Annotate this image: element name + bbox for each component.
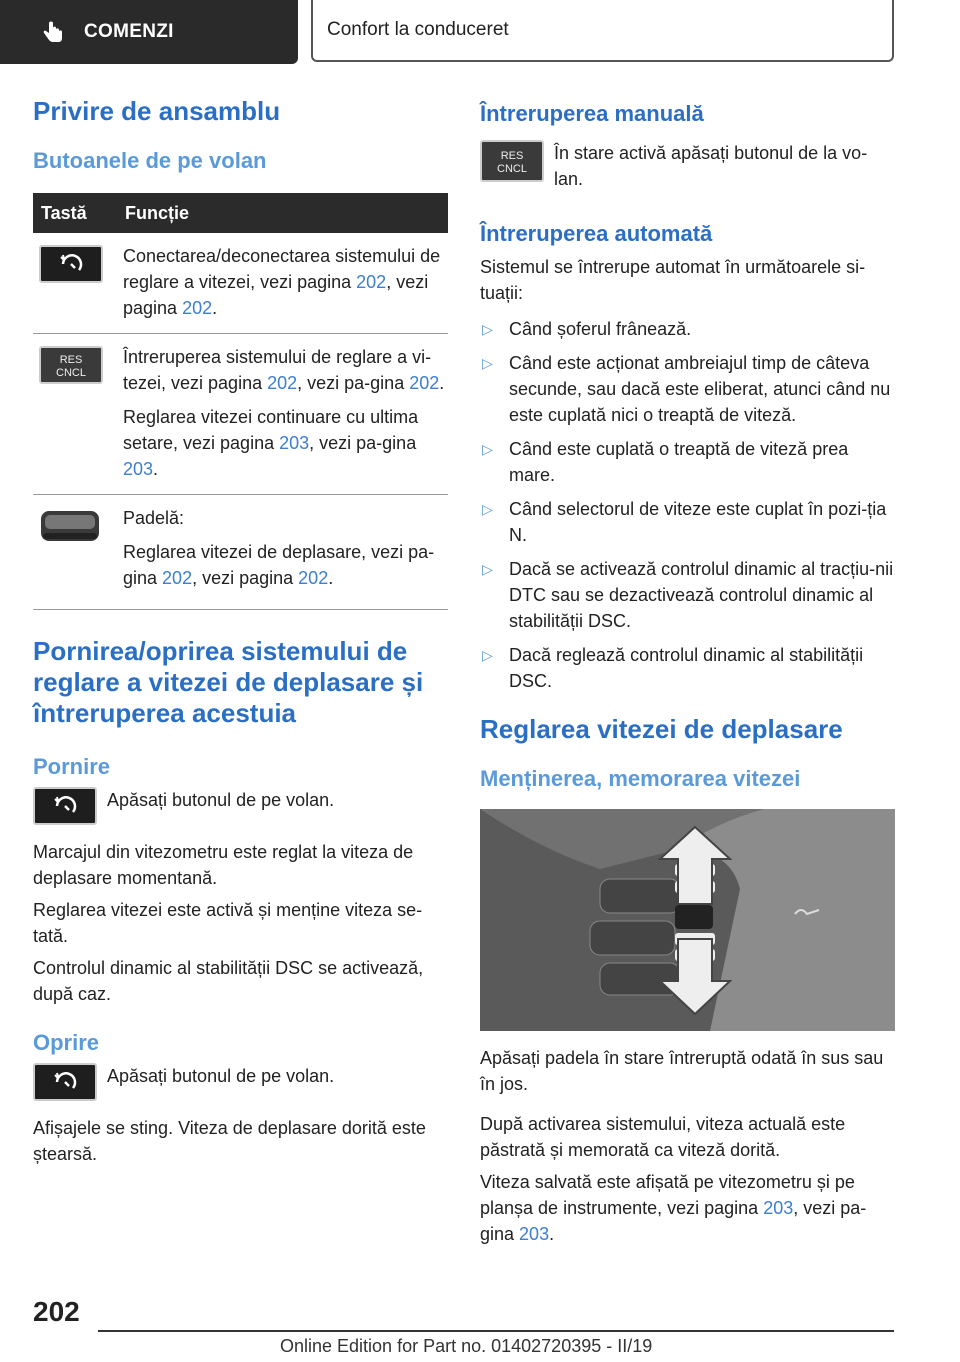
page-link[interactable]: 203 bbox=[519, 1224, 550, 1244]
start-paragraph: Marcajul din vitezometru este reglat la viteza de deplasare momentană. bbox=[33, 842, 414, 888]
table-row bbox=[33, 495, 448, 610]
auto-intro: Sistemul se întrerupe automat în următoarele si-tuații: bbox=[480, 257, 866, 303]
page-link[interactable]: 202 bbox=[298, 568, 329, 588]
list-item: ▷ Când șoferul frânează. bbox=[480, 316, 895, 342]
tab-section-label: Confort la conduceret bbox=[327, 19, 509, 40]
start-paragraph: Reglarea vitezei este activă și menține viteza se-tată. bbox=[33, 900, 423, 946]
page-link[interactable]: 202 bbox=[182, 298, 213, 318]
heading-manual-interrupt: Întreruperea manuală bbox=[480, 101, 704, 126]
triangle-bullet-icon: ▷ bbox=[482, 355, 493, 371]
table-row bbox=[33, 334, 448, 495]
page-link[interactable]: 203 bbox=[279, 433, 310, 453]
tab-comenzi-label: COMENZI bbox=[84, 21, 174, 42]
row2-text-resume: Reglarea vitezei continuare cu ultima setare, vezi pagina 203, vezi pa-gina 203. bbox=[123, 407, 419, 479]
tab-section[interactable] bbox=[311, 0, 894, 62]
buttons-table bbox=[33, 193, 448, 610]
hold-paragraph: Apăsați padela în stare întreruptă odată în sus sau în jos. bbox=[480, 1048, 884, 1094]
svg-text:RES: RES bbox=[500, 150, 524, 162]
list-item: ▷ Când este acționat ambreiajul timp de câteva secunde, sau dacă este eliberat, atunci când nu este cuplată nici o treaptă de viteză. bbox=[480, 350, 895, 428]
rocker-paddle-icon bbox=[39, 507, 103, 545]
triangle-bullet-icon: ▷ bbox=[482, 321, 493, 337]
res-cncl-button-icon bbox=[39, 346, 103, 384]
triangle-bullet-icon: ▷ bbox=[482, 647, 493, 663]
hold-paragraph: Viteza salvată este afișată pe vitezometru și pe planșa de instrumente, vezi pagina 203, vezi pa-gina 203. bbox=[480, 1172, 867, 1244]
hand-pointer-icon bbox=[40, 19, 66, 45]
heading-overview: Privire de ansamblu bbox=[33, 96, 281, 126]
page-number: 202 bbox=[33, 1296, 80, 1327]
stop-paragraph: Afișajele se sting. Viteza de deplasare dorită este ștearsă. bbox=[33, 1118, 426, 1164]
res-cncl-button-icon bbox=[480, 140, 544, 182]
triangle-bullet-icon: ▷ bbox=[482, 441, 493, 457]
footer-divider bbox=[98, 1330, 894, 1332]
heading-start: Pornire bbox=[33, 754, 111, 779]
list-item: ▷ Dacă se activează controlul dinamic al tracțiu-nii DTC sau se dezactivează controlul dinamic al stabilității DSC. bbox=[480, 556, 895, 634]
manual-text: În stare activă apăsați butonul de la vo-lan. bbox=[554, 143, 868, 189]
tab-comenzi[interactable] bbox=[0, 0, 298, 64]
row3-text: Reglarea vitezei de deplasare, vezi pa-gina 202, vezi pagina 202. bbox=[123, 542, 435, 588]
heading-hold-speed: Menținerea, memorarea vitezei bbox=[480, 766, 801, 791]
table-header bbox=[33, 193, 448, 233]
triangle-bullet-icon: ▷ bbox=[482, 501, 493, 517]
list-item: ▷ Când selectorul de viteze este cuplat în pozi-ția N. bbox=[480, 496, 895, 548]
manual-block bbox=[480, 140, 895, 192]
left-column bbox=[33, 96, 448, 1167]
table-row bbox=[33, 233, 448, 334]
start-text: Apăsați butonul de pe volan. bbox=[107, 790, 335, 810]
heading-adjust-speed: Reglarea vitezei de deplasare bbox=[480, 714, 843, 744]
page-link[interactable]: 202 bbox=[409, 373, 440, 393]
page-link[interactable]: 202 bbox=[162, 568, 193, 588]
cruise-control-button-icon bbox=[33, 1063, 97, 1101]
auto-interrupt-list bbox=[480, 316, 895, 694]
start-block bbox=[33, 787, 448, 825]
page-link[interactable]: 203 bbox=[763, 1198, 794, 1218]
hold-paragraph: După activarea sistemului, viteza actuală este păstrată și memorată ca viteză dorită. bbox=[480, 1114, 846, 1160]
page-link[interactable]: 203 bbox=[123, 459, 154, 479]
list-item: ▷ Dacă reglează controlul dinamic al stabilității DSC. bbox=[480, 642, 895, 694]
row1-text: Conectarea/deconectarea sistemului de reglare a vitezei, vezi pagina 202, vezi pagina 202. bbox=[123, 246, 441, 318]
svg-text:RES: RES bbox=[59, 354, 83, 366]
table-header-function: Funcție bbox=[125, 202, 190, 223]
heading-auto-interrupt: Întreruperea automată bbox=[480, 221, 713, 246]
heading-start-stop: Pornirea/oprirea sistemului de reglare a vitezei de deplasare și întreruperea acestuia bbox=[33, 636, 424, 728]
page-link[interactable]: 202 bbox=[267, 373, 298, 393]
cruise-control-button-icon bbox=[33, 787, 97, 825]
list-item: ▷ Când este cuplată o treaptă de viteză prea mare. bbox=[480, 436, 895, 488]
page-link[interactable]: 202 bbox=[356, 272, 387, 292]
page-header bbox=[0, 0, 960, 66]
table-header-key: Tastă bbox=[41, 202, 87, 223]
steering-wheel-paddle-photo bbox=[480, 809, 895, 1031]
stop-block bbox=[33, 1063, 448, 1101]
row3-label: Padelă: bbox=[123, 508, 185, 528]
cruise-control-button-icon bbox=[39, 245, 103, 283]
row2-text: Întreruperea sistemului de reglare a vi-tezei, vezi pagina 202, vezi pa-gina 202. bbox=[123, 347, 445, 393]
svg-text:CNCL: CNCL bbox=[56, 367, 86, 379]
start-paragraph: Controlul dinamic al stabilității DSC se activează, după caz. bbox=[33, 958, 424, 1004]
right-column bbox=[480, 100, 895, 1247]
heading-steering-buttons: Butoanele de pe volan bbox=[33, 148, 267, 173]
svg-text:CNCL: CNCL bbox=[497, 163, 527, 175]
heading-stop: Oprire bbox=[33, 1030, 100, 1055]
triangle-bullet-icon: ▷ bbox=[482, 561, 493, 577]
footer-edition: Online Edition for Part no. 01402720395 - II/19 bbox=[280, 1336, 653, 1356]
stop-text: Apăsați butonul de pe volan. bbox=[107, 1066, 335, 1086]
